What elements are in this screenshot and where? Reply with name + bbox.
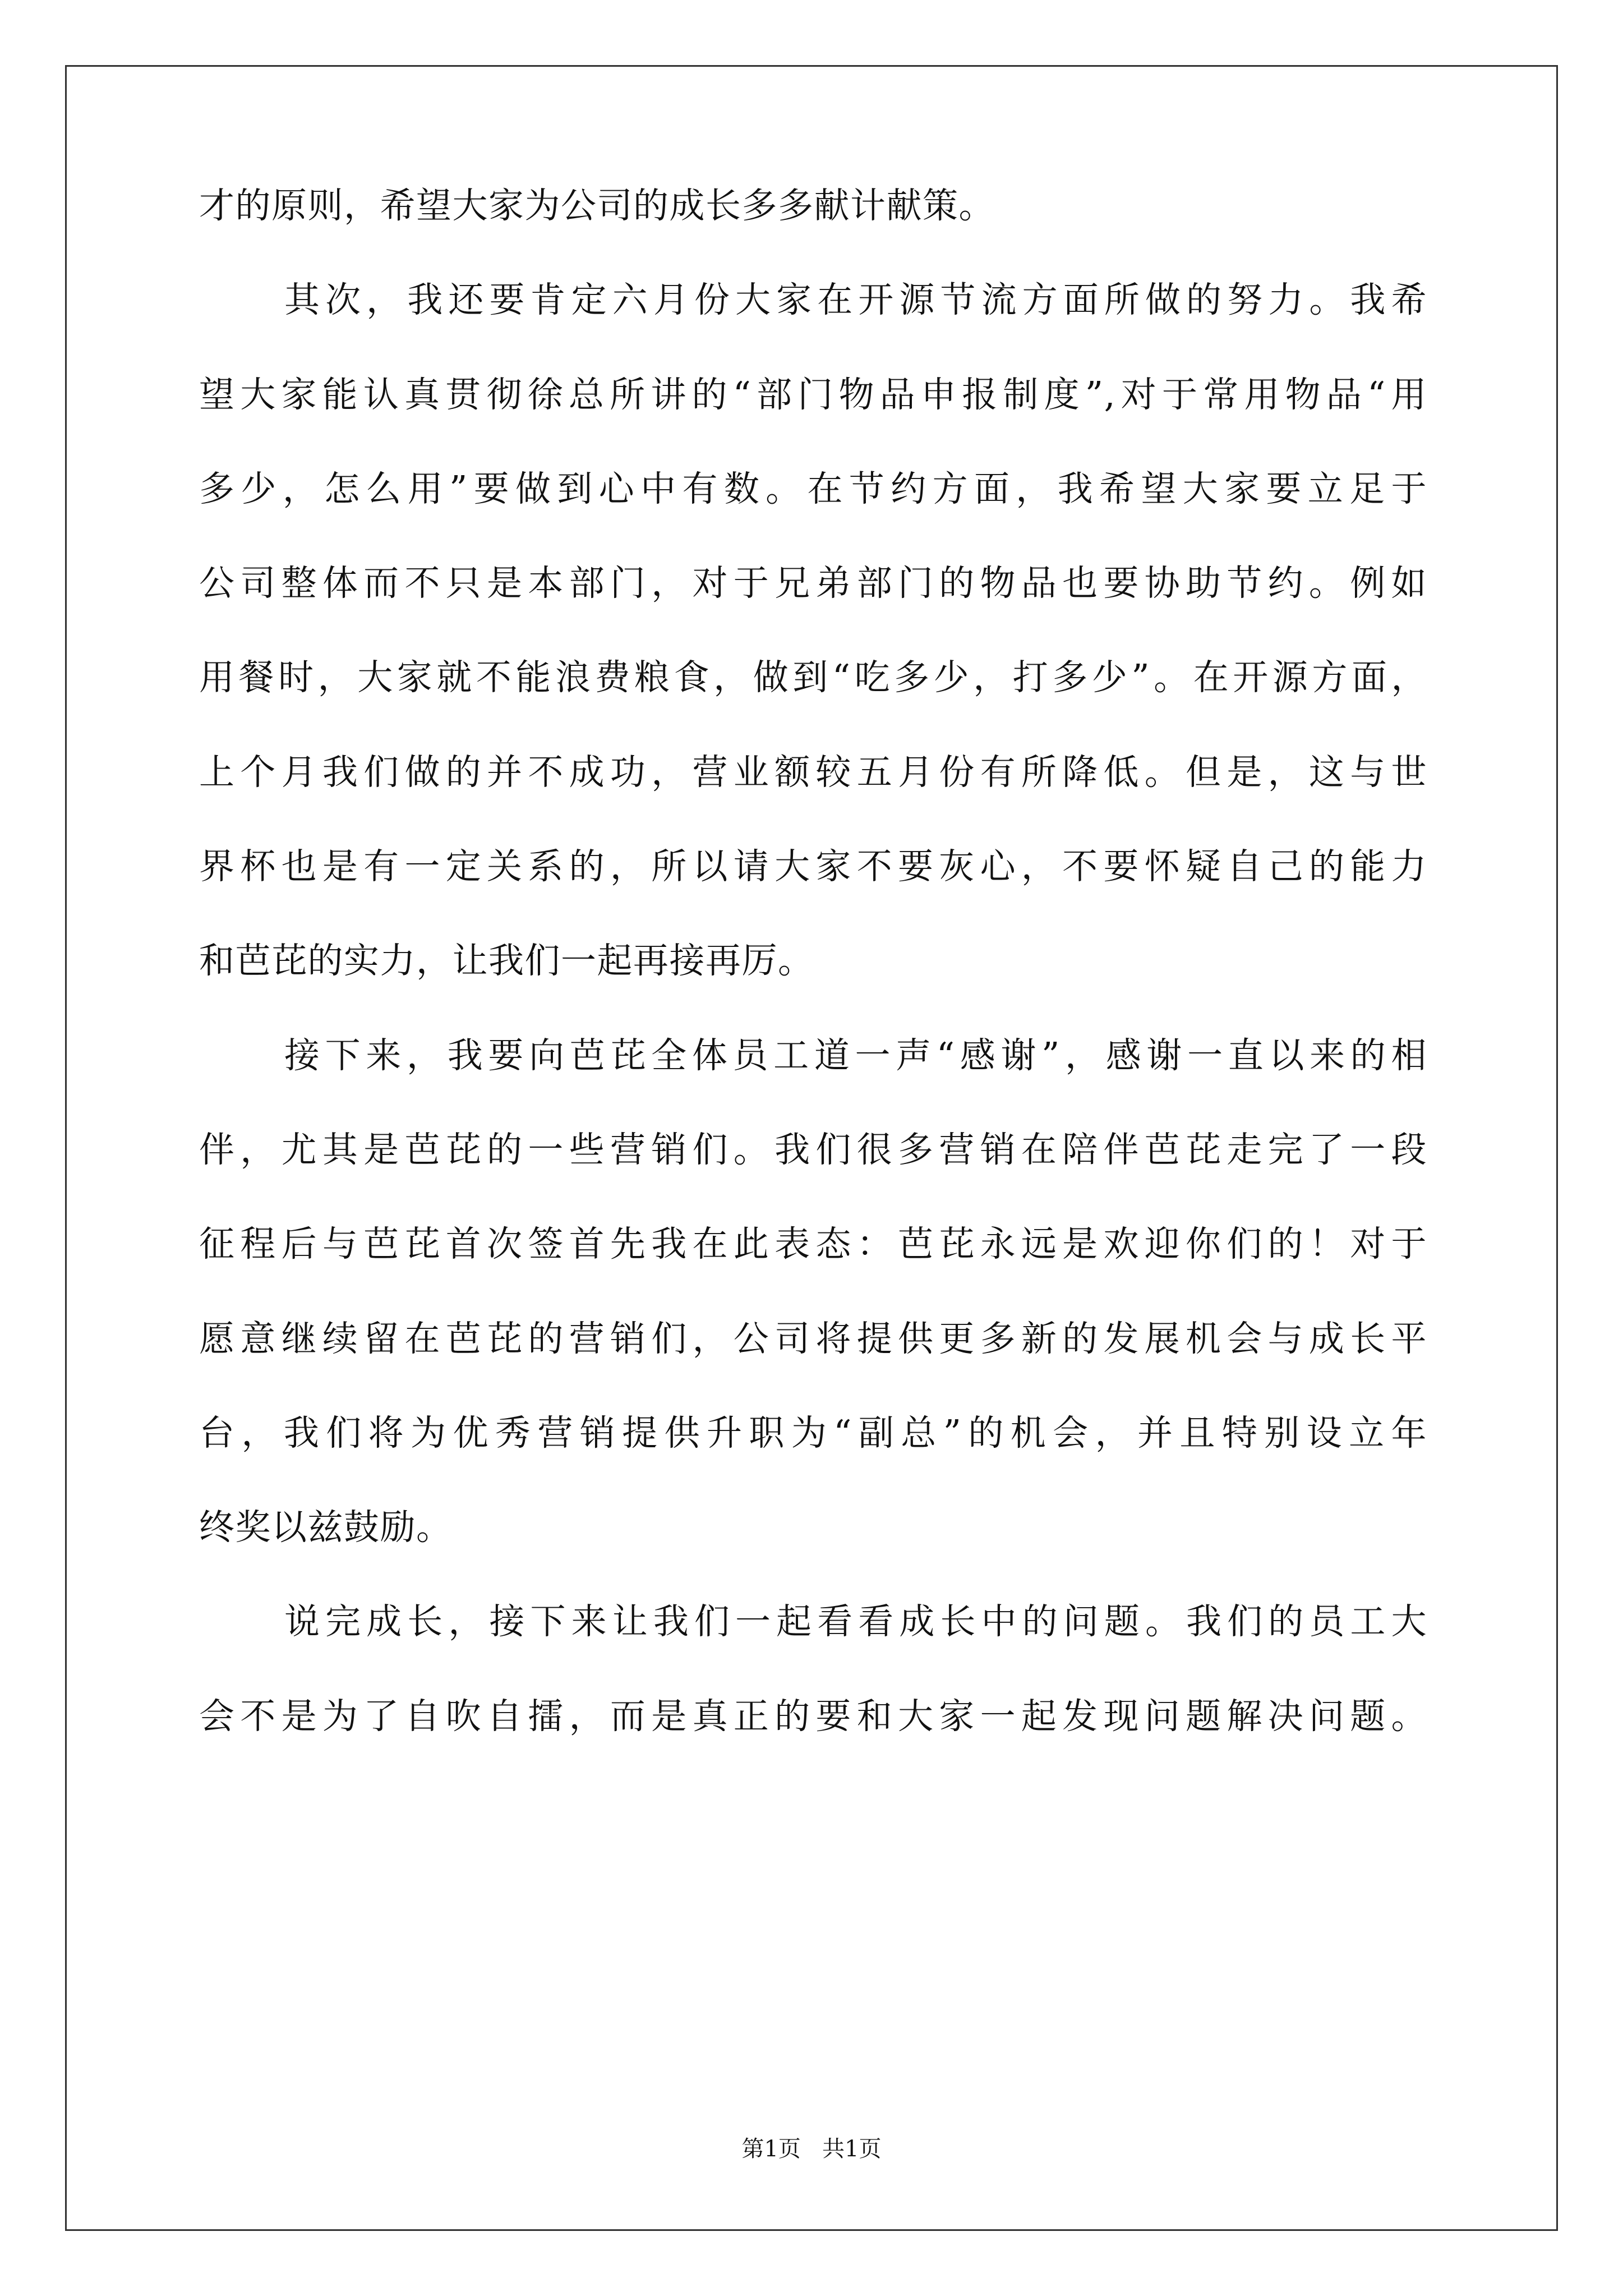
text-line: 会不是为了自吹自擂，而是真正的要和大家一起发现问题解决问题。 bbox=[199, 1695, 1427, 1737]
text-line: 多少，怎么用”要做到心中有数。在节约方面，我希望大家要立足于 bbox=[199, 468, 1427, 509]
text-line: 征程后与芭芘首次签首先我在此表态：芭芘永远是欢迎你们的！对于 bbox=[199, 1223, 1427, 1265]
text-line: 望大家能认真贯彻徐总所讲的“部门物品申报制度”,对于常用物品“用 bbox=[199, 374, 1427, 415]
text-line: 终奖以兹鼓励。 bbox=[199, 1507, 453, 1548]
text-line: 台，我们将为优秀营销提供升职为“副总”的机会，并且特别设立年 bbox=[199, 1412, 1427, 1453]
text-line: 伴，尤其是芭芘的一些营销们。我们很多营销在陪伴芭芘走完了一段 bbox=[199, 1129, 1427, 1170]
text-line: 接下来，我要向芭芘全体员工道一声“感谢”，感谢一直以来的相 bbox=[284, 1034, 1427, 1076]
text-line: 上个月我们做的并不成功，营业额较五月份有所降低。但是，这与世 bbox=[199, 751, 1427, 793]
text-line: 界杯也是有一定关系的，所以请大家不要灰心，不要怀疑自己的能力 bbox=[199, 846, 1427, 887]
text-line: 才的原则，希望大家为公司的成长多多献计献策。 bbox=[199, 185, 995, 226]
text-line: 公司整体而不只是本部门，对于兄弟部门的物品也要协助节约。例如 bbox=[199, 563, 1427, 604]
text-line: 其次，我还要肯定六月份大家在开源节流方面所做的努力。我希 bbox=[284, 279, 1427, 321]
page-footer: 第1页 共1页 bbox=[741, 2136, 882, 2162]
text-line: 用餐时，大家就不能浪费粮食，做到“吃多少，打多少”。在开源方面， bbox=[199, 657, 1427, 698]
text-line: 说完成长，接下来让我们一起看看成长中的问题。我们的员工大 bbox=[284, 1601, 1427, 1642]
text-line: 愿意继续留在芭芘的营销们，公司将提供更多新的发展机会与成长平 bbox=[199, 1318, 1427, 1359]
document-body bbox=[199, 181, 1427, 1786]
text-line: 和芭芘的实力，让我们一起再接再厉。 bbox=[199, 940, 814, 982]
